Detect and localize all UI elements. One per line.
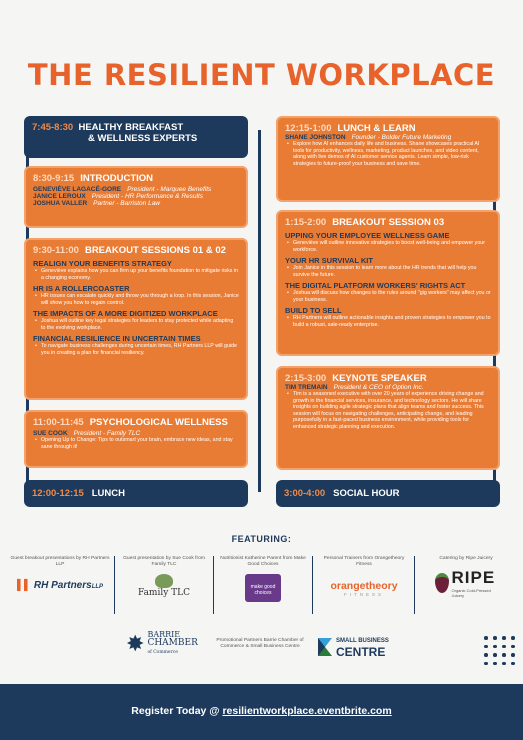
lunch-learn-time: 12:15-1:00	[285, 123, 332, 134]
sponsor-make-good-choices	[217, 556, 309, 602]
divider	[414, 556, 415, 614]
breakfast-title-2: & WELLNESS EXPERTS	[88, 133, 198, 144]
session-heading: HR IS A ROLLERCOASTER	[33, 284, 130, 293]
breakfast-time: 7:45-8:30	[32, 122, 74, 133]
family-tlc-logo: Family TLC	[118, 574, 210, 598]
session-heading: THE DIGITAL PLATFORM WORKERS' RIGHTS ACT	[285, 281, 466, 290]
breakout-time: 9:30-11:00	[33, 245, 79, 256]
session-heading: REALIGN YOUR BENEFITS STRATEGY	[33, 259, 172, 268]
session-description: • Joshua will discuss how changes to the rules around "gig workers" may affect you or your business.	[285, 290, 491, 303]
session-description: • Join Janice in this session to learn more about the HR trends that will help you survive the future.	[285, 265, 491, 278]
session-heading: FINANCIAL RESILIENCE IN UNCERTAIN TIMES	[33, 334, 201, 343]
sponsor-caption: Guest breakout presentations by RH Partners LLP	[10, 556, 110, 567]
session-description: • Joshua will outline key legal strategies for leaders to stay protected while adapting to the evolving workplace.	[33, 318, 239, 331]
introduction-block	[24, 166, 248, 228]
speaker: JANICE LEROUX President - HR Performance & Results	[33, 193, 203, 200]
breakfast-title: HEALTHY BREAKFAST	[78, 122, 184, 133]
speaker: SHANE JOHNSTON Founder - Bolder Future Marketing	[285, 134, 452, 141]
sponsor-orangetheory	[316, 556, 412, 597]
speaker: GENEVIÈVE LAGACÉ-GORE President - Marquee Benefits	[33, 186, 212, 193]
beet-icon	[435, 573, 449, 593]
session-description: • RH Partners will outline actionable insights and proven strategies to empower you to build a robust, sale-ready enterprise.	[285, 315, 491, 328]
session-heading: THE IMPACTS OF A MORE DIGITIZED WORKPLACE	[33, 309, 218, 318]
ripe-logo: RIPE Organic Cold-Pressed Juicery	[418, 568, 514, 598]
breakout-03-time: 1:15-2:00	[285, 217, 327, 228]
session-heading: BUILD TO SELL	[285, 306, 342, 315]
orangetheory-logo: orangetheory FITNESS	[330, 580, 398, 597]
sponsor-caption: Nutritionist Katherine Parent from Make Good Choices	[220, 556, 306, 567]
rh-partners-logo: ▌▌ RH PartnersLLP	[16, 580, 104, 591]
breakout-sessions-block	[24, 238, 248, 400]
lunch-title: LUNCH	[91, 488, 125, 499]
session-description: • Geneviève explains how you can firm up your benefits foundation to mitigate risks in a changing economy.	[33, 268, 239, 281]
featuring-heading: FEATURING:	[231, 534, 292, 544]
speaker: JOSHUA VALLER Partner - Barriston Law	[33, 200, 161, 207]
lunch-block	[24, 480, 248, 507]
wellness-title: PSYCHOLOGICAL WELLNESS	[89, 417, 228, 428]
session-description: • To navigate business challenges during uncertain times, RH Partners LLP will guide you in creating a plan for financial resiliency.	[33, 343, 239, 356]
make-good-choices-logo: make good choices	[245, 574, 281, 602]
small-business-centre-logo: SMALL BUSINESS CENTRE	[318, 636, 389, 658]
session-description: • Opening Up to Change: Tips to outsmart your brain, embrace new ideas, and stay sane through it!	[33, 437, 239, 450]
social-title: SOCIAL HOUR	[333, 488, 400, 499]
session-heading: UPPING YOUR EMPLOYEE WELLNESS GAME	[285, 231, 450, 240]
sponsor-caption: Guest presentation by Sue Cook from Family TLC	[123, 556, 205, 567]
barrie-chamber-logo: ✸ BARRIE CHAMBER of Commerce	[126, 630, 198, 656]
star-icon: ✸	[126, 630, 145, 656]
timeline-connector	[258, 130, 261, 492]
keynote-title: KEYNOTE SPEAKER	[332, 373, 427, 384]
divider	[312, 556, 313, 614]
sponsor-ripe	[418, 556, 514, 598]
sponsor-family-tlc	[118, 556, 210, 598]
session-description: • Geneviève will outline innovative strategies to boost well-being and empower your workforce.	[285, 240, 491, 253]
breakout-03-title: BREAKOUT SESSION 03	[332, 217, 445, 228]
decorative-dots	[484, 636, 515, 665]
divider	[114, 556, 115, 614]
speaker: SUE COOK President - Family TLC	[33, 430, 141, 437]
sponsor-rh	[10, 556, 110, 593]
tree-icon	[155, 574, 173, 588]
introduction-time: 8:30-9:15	[33, 173, 75, 184]
partners-caption: Promotional Partners Barrie Chamber of Commerce & Small Business Centre	[216, 638, 304, 649]
breakout-title: BREAKOUT SESSIONS 01 & 02	[84, 245, 226, 256]
register-link[interactable]: resilientworkplace.eventbrite.com	[222, 705, 392, 717]
breakfast-block	[24, 116, 248, 158]
sponsor-caption: Personal Trainers from Orangetheory Fitness	[323, 556, 405, 567]
sbc-arrow-icon	[318, 638, 332, 656]
session-description: • Tim is a seasoned executive with over 20 years of experience driving change and growth in the financial services, insurance, and technology sectors. He will share insights on building agile strategic plans that align teams and foster success. This session will focus on navigating challenges, anticipating change, and leading purposefully in a fast-paced business environment, while providing tools for enhanced strategic planning and execution.	[285, 391, 491, 430]
session-description: • HR issues can escalate quickly and throw you through a loop. In this session, Janice will show you how to regain control.	[33, 293, 239, 306]
keynote-block	[276, 366, 500, 470]
introduction-title: INTRODUCTION	[80, 173, 154, 184]
lunch-and-learn-block	[276, 116, 500, 202]
wellness-time: 11:00-11:45	[33, 417, 84, 428]
register-prefix: Register Today @	[131, 705, 223, 717]
sponsor-caption: Catering by Ripe Juicery	[439, 556, 493, 561]
social-time: 3:00-4:00	[284, 488, 326, 499]
register-text	[0, 705, 523, 717]
lunch-time: 12:00-12:15	[32, 488, 84, 499]
divider	[213, 556, 214, 614]
speaker: TIM TREMAIN President & CEO of Option Inc.	[285, 384, 424, 391]
session-heading: YOUR HR SURVIVAL KIT	[285, 256, 373, 265]
lunch-learn-title: LUNCH & LEARN	[337, 123, 416, 134]
psychological-wellness-block	[24, 410, 248, 468]
keynote-time: 2:15-3:00	[285, 373, 327, 384]
session-description: • Explore how AI enhances daily life and business. Shane showcases practical AI tools for productivity, wellness, marketing, product launches, and video content, along with live demos of AI customer service agents. Learn simple, low-risk strategies to future-proof your business and save time.	[285, 141, 491, 167]
page-title: THE RESILIENT WORKPLACE	[27, 58, 496, 92]
breakout-session-03-block	[276, 210, 500, 356]
social-hour-block	[276, 480, 500, 507]
